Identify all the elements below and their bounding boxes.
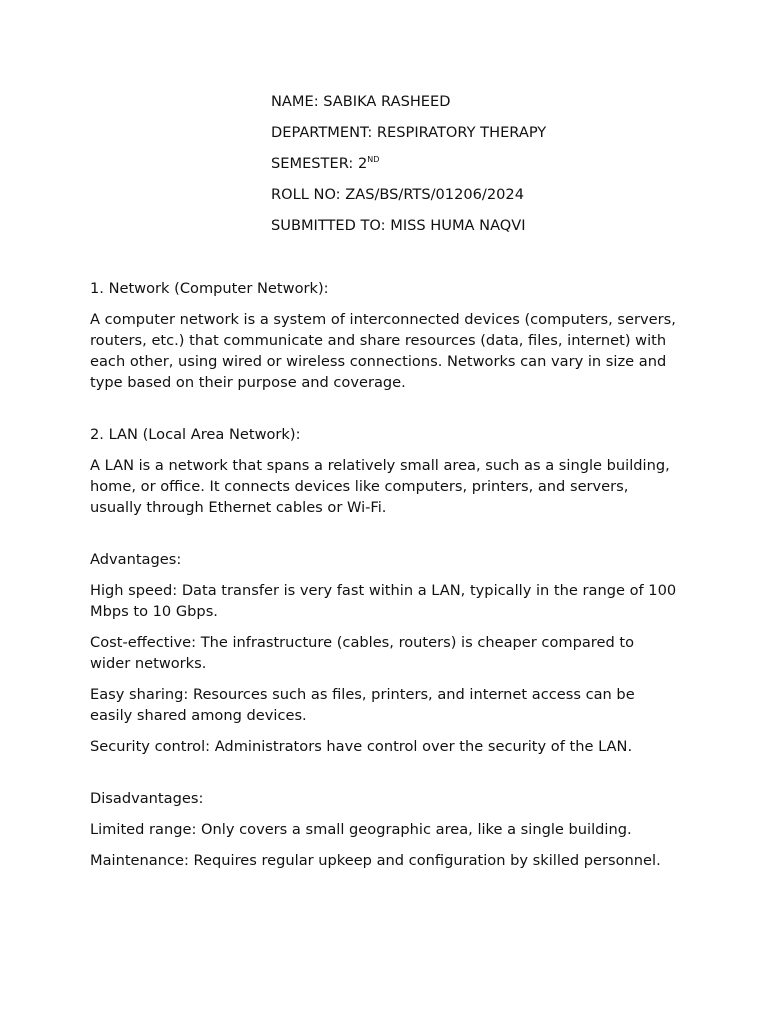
paragraph-network: A computer network is a system of interconnected devices (computers, servers, routers, etc.) that communicate and share resources (data, files, internet) with each other, using wired or wireless connections. Networks can vary in size and type based on their purpose and coverage.: [90, 311, 676, 391]
disadvantage-item: Maintenance: Requires regular upkeep and configuration by skilled personnel.: [90, 852, 661, 869]
advantage-item: Security control: Administrators have control over the security of the LAN.: [90, 738, 633, 755]
paragraph-lan: A LAN is a network that spans a relatively small area, such as a single building, home, or office. It connects devices like computers, printers, and servers, usually through Ethernet cables or Wi-Fi.: [90, 457, 670, 516]
semester: [271, 153, 711, 174]
semester-ordinal-suffix: ND: [367, 155, 380, 164]
disadvantage-item: Limited range: Only covers a small geographic area, like a single building.: [90, 821, 632, 838]
department: DEPARTMENT: RESPIRATORY THERAPY: [271, 124, 547, 141]
roll-number: ROLL NO: ZAS/BS/RTS/01206/2024: [271, 186, 524, 203]
title-block: [271, 91, 711, 246]
section-heading-disadvantages: Disadvantages:: [90, 790, 204, 807]
student-name: NAME: SABIKA RASHEED: [271, 93, 451, 110]
section-heading-lan: 2. LAN (Local Area Network):: [90, 426, 301, 443]
submitted-to: SUBMITTED TO: MISS HUMA NAQVI: [271, 217, 526, 234]
advantage-item: Cost-effective: The infrastructure (cables, routers) is cheaper compared to wider networks.: [90, 634, 635, 672]
advantage-item: Easy sharing: Resources such as files, printers, and internet access can be easily shared among devices.: [90, 686, 635, 724]
section-heading-network: 1. Network (Computer Network):: [90, 280, 329, 297]
document-body: [90, 278, 678, 881]
semester-text: SEMESTER: 2: [271, 155, 368, 172]
advantage-item: High speed: Data transfer is very fast within a LAN, typically in the range of 100 Mbps to 10 Gbps.: [90, 582, 677, 620]
section-heading-advantages: Advantages:: [90, 551, 182, 568]
